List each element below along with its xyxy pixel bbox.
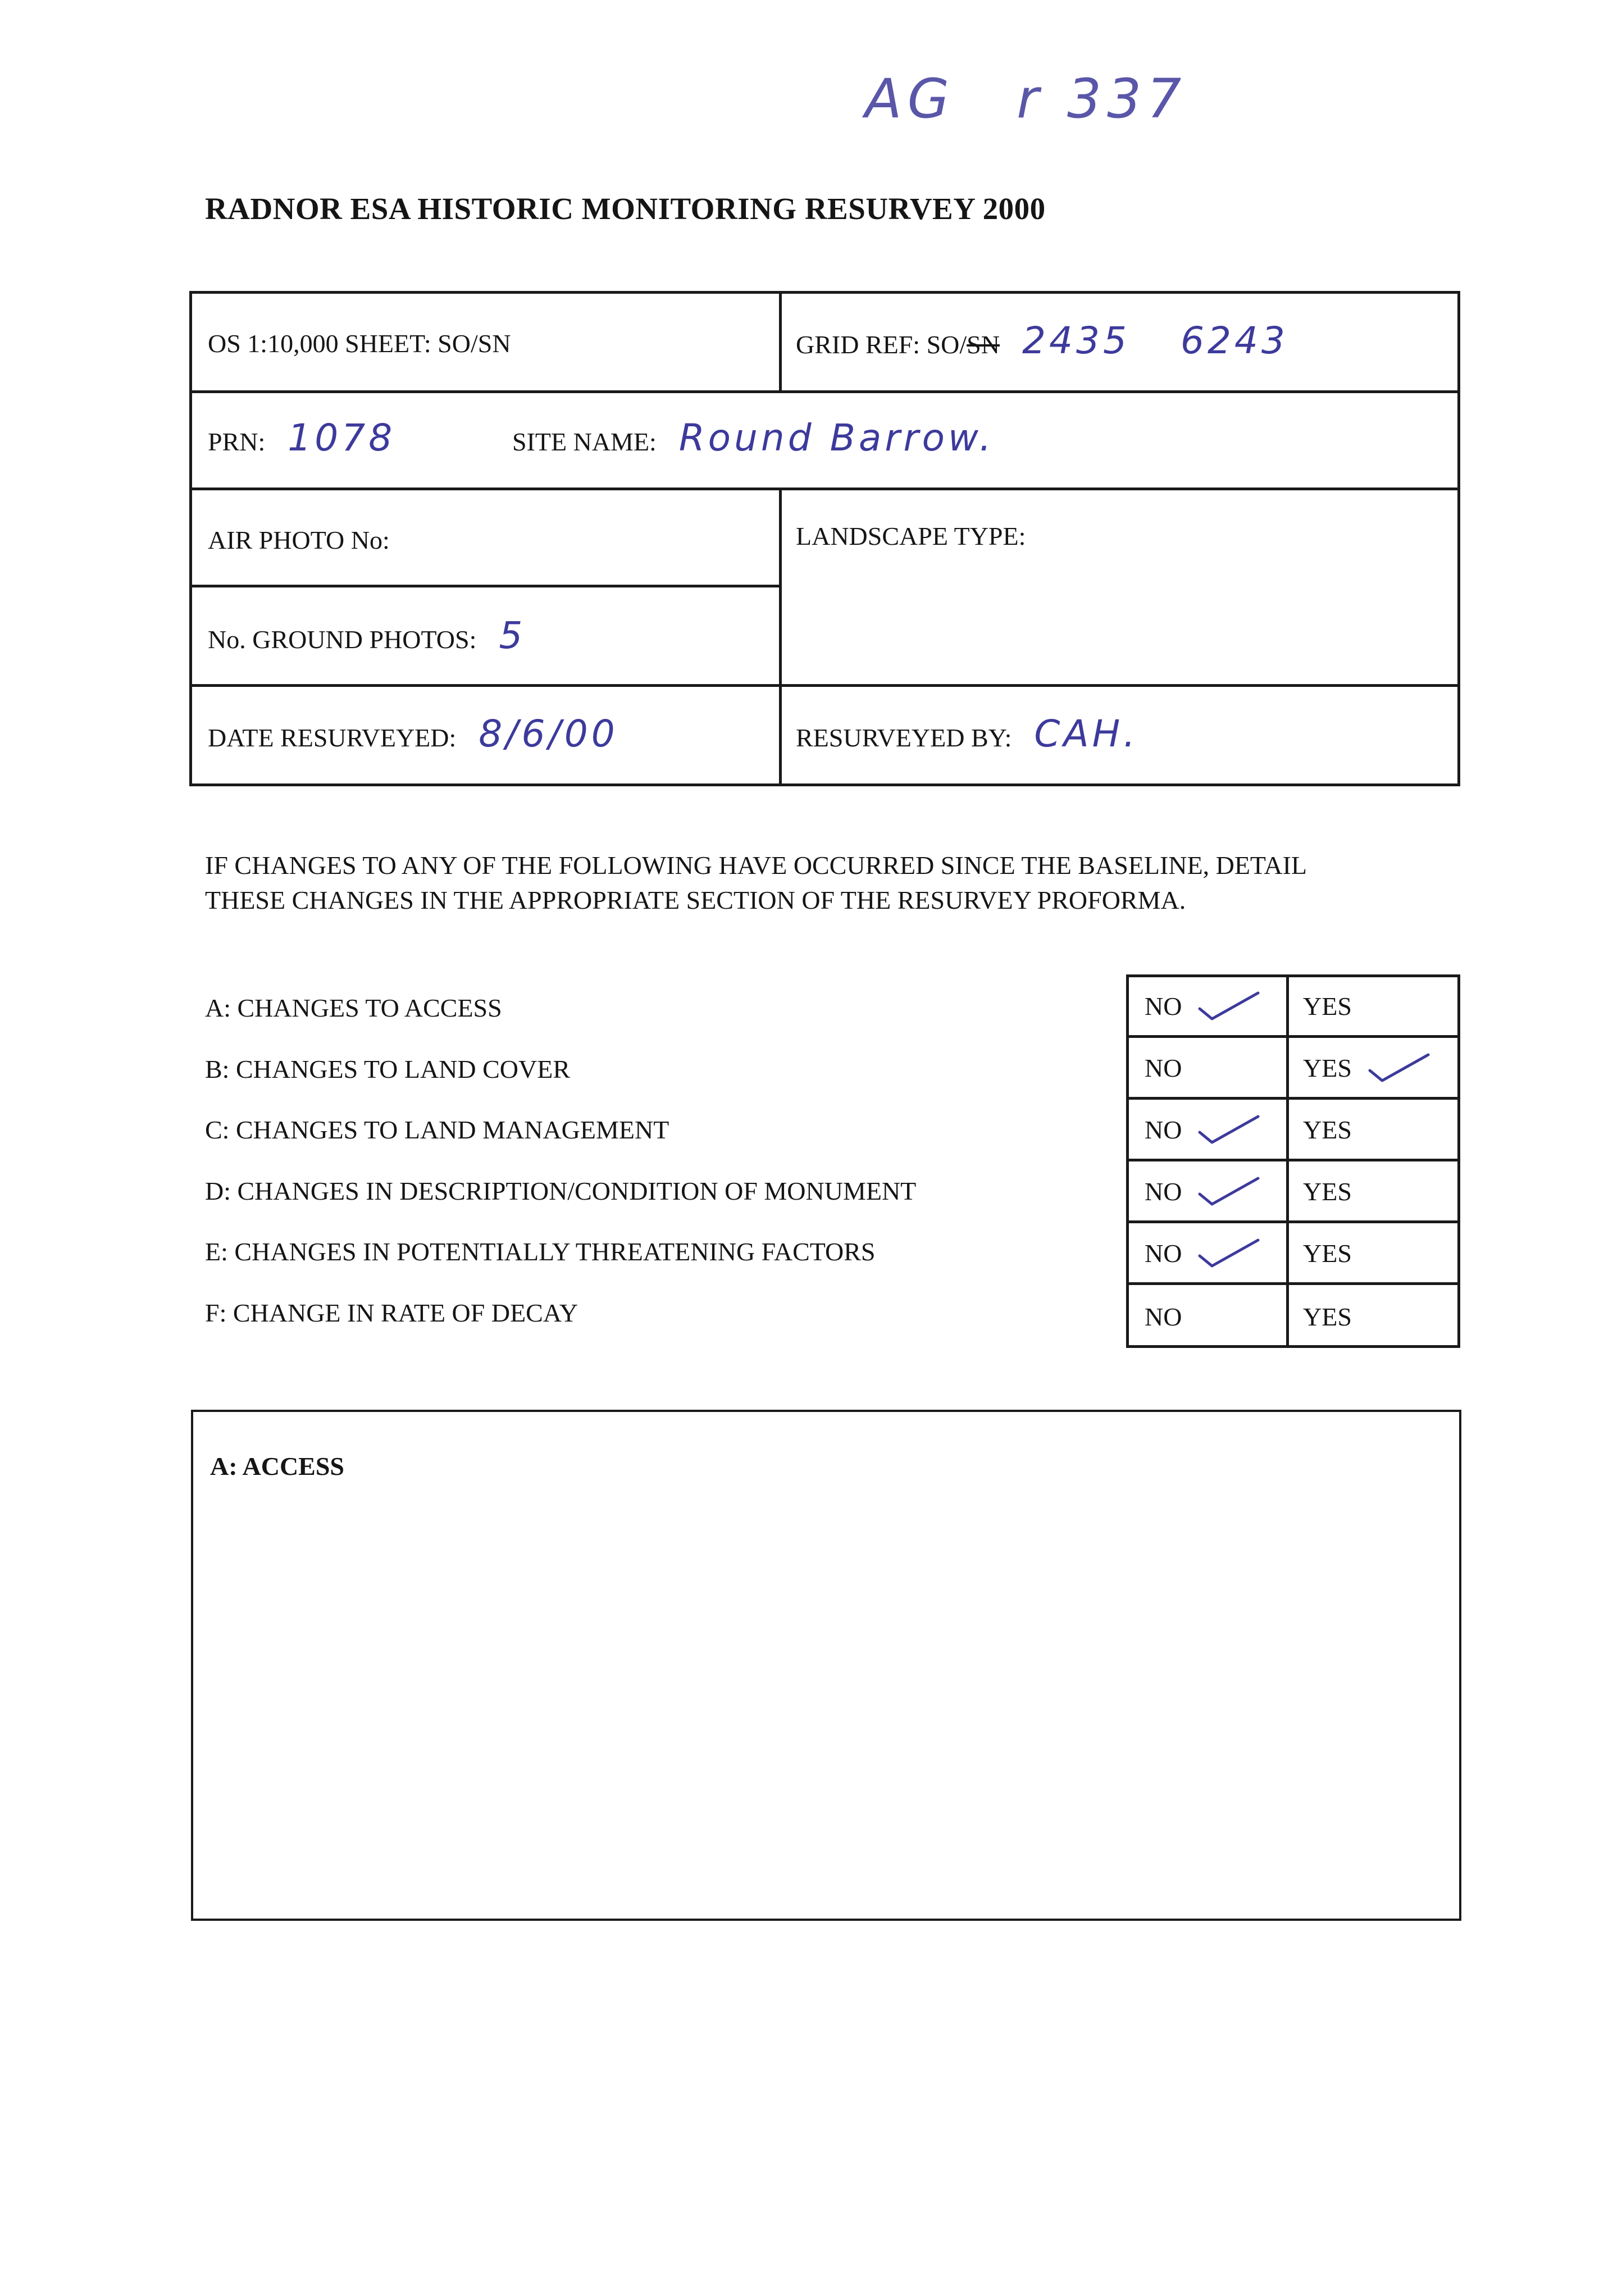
yes-checkbox[interactable]: [1303, 1039, 1449, 1097]
grid-ref-struck: SN: [967, 330, 1000, 359]
yes-checkbox[interactable]: [1303, 1224, 1449, 1282]
yes-label: YES: [1303, 1115, 1352, 1144]
no-checkbox[interactable]: [1145, 977, 1279, 1035]
site-name-field: [512, 416, 995, 459]
yes-checkbox[interactable]: [1303, 1286, 1449, 1347]
checkmark-icon: [1195, 1113, 1263, 1147]
access-notes-area[interactable]: [210, 1502, 1442, 1902]
ground-photos-field: [208, 614, 526, 657]
no-label: NO: [1145, 1239, 1182, 1268]
resurveyed-by-field: [796, 712, 1138, 755]
yes-no-grid: [1126, 974, 1460, 1348]
date-resurveyed-value: 8/6/00: [479, 712, 618, 755]
prn-value: 1078: [288, 416, 396, 459]
change-label-c: C: CHANGES TO LAND MANAGEMENT: [205, 1115, 669, 1144]
yes-label: YES: [1303, 1239, 1352, 1268]
landscape-type-label: LANDSCAPE TYPE:: [796, 522, 1026, 550]
yes-checkbox[interactable]: [1303, 977, 1449, 1035]
site-name-label: SITE NAME:: [512, 427, 657, 456]
date-resurveyed-field: [208, 712, 618, 755]
change-label-d: D: CHANGES IN DESCRIPTION/CONDITION OF MONUMENT: [205, 1176, 917, 1205]
no-label: NO: [1145, 1302, 1182, 1331]
ground-photos-label: No. GROUND PHOTOS:: [208, 625, 477, 654]
grid-ref-easting: 2435: [1022, 319, 1130, 362]
yes-no-row: [1129, 1039, 1457, 1100]
yes-label: YES: [1303, 992, 1352, 1021]
handwritten-reference: [865, 67, 1187, 130]
resurveyed-by-label: RESURVEYED BY:: [796, 723, 1012, 752]
change-label-a: A: CHANGES TO ACCESS: [205, 994, 502, 1022]
checkmark-icon: [1195, 1237, 1263, 1270]
yes-checkbox[interactable]: [1303, 1163, 1449, 1220]
checkmark-icon: [1365, 1051, 1433, 1085]
change-label-b: B: CHANGES TO LAND COVER: [205, 1054, 571, 1083]
prn-field: [208, 416, 395, 459]
changes-list: [205, 991, 916, 1357]
annotation-initials: AG: [865, 67, 955, 130]
yes-label: YES: [1303, 1177, 1352, 1206]
instruction-line: IF CHANGES TO ANY OF THE FOLLOWING HAVE OCCURRED SINCE THE BASELINE, DETAIL: [205, 851, 1307, 880]
yes-no-row: [1129, 1224, 1457, 1285]
access-section: [191, 1410, 1461, 1921]
date-resurveyed-label: DATE RESURVEYED:: [208, 723, 457, 752]
no-label: NO: [1145, 1177, 1182, 1206]
grid-ref-label: GRID REF: SO/: [796, 330, 967, 359]
annotation-ref: r 337: [1017, 67, 1187, 130]
no-checkbox[interactable]: [1145, 1039, 1279, 1097]
change-label-f: F: CHANGE IN RATE OF DECAY: [205, 1298, 578, 1327]
checkmark-icon: [1195, 1175, 1263, 1209]
change-label-e: E: CHANGES IN POTENTIALLY THREATENING FACTORS: [205, 1237, 876, 1266]
site-details-table: [189, 291, 1460, 786]
no-checkbox[interactable]: [1145, 1101, 1279, 1159]
instruction-line: THESE CHANGES IN THE APPROPRIATE SECTION OF THE RESURVEY PROFORMA.: [205, 886, 1186, 914]
access-section-title: A: ACCESS: [210, 1452, 345, 1480]
no-label: NO: [1145, 1054, 1182, 1082]
resurveyed-by-value: CAH.: [1034, 712, 1139, 755]
grid-ref-field: [796, 319, 1288, 362]
no-checkbox[interactable]: [1145, 1224, 1279, 1282]
instructions: [205, 848, 1307, 918]
yes-no-row: [1129, 1163, 1457, 1223]
yes-no-row: [1129, 977, 1457, 1038]
yes-label: YES: [1303, 1054, 1352, 1082]
ground-photos-value: 5: [499, 614, 526, 657]
os-sheet-label: OS 1:10,000 SHEET: SO/SN: [208, 329, 511, 358]
form-title: RADNOR ESA HISTORIC MONITORING RESURVEY 2000: [205, 192, 1046, 226]
grid-ref-northing: 6243: [1180, 319, 1288, 362]
prn-label: PRN:: [208, 427, 266, 456]
yes-no-row: [1129, 1101, 1457, 1161]
yes-no-row: [1129, 1286, 1457, 1347]
no-checkbox[interactable]: [1145, 1163, 1279, 1220]
no-label: NO: [1145, 992, 1182, 1021]
yes-checkbox[interactable]: [1303, 1101, 1449, 1159]
no-label: NO: [1145, 1115, 1182, 1144]
yes-label: YES: [1303, 1302, 1352, 1331]
site-name-value: Round Barrow.: [678, 416, 995, 459]
air-photo-label: AIR PHOTO No:: [208, 526, 390, 554]
no-checkbox[interactable]: [1145, 1286, 1279, 1347]
checkmark-icon: [1195, 990, 1263, 1023]
